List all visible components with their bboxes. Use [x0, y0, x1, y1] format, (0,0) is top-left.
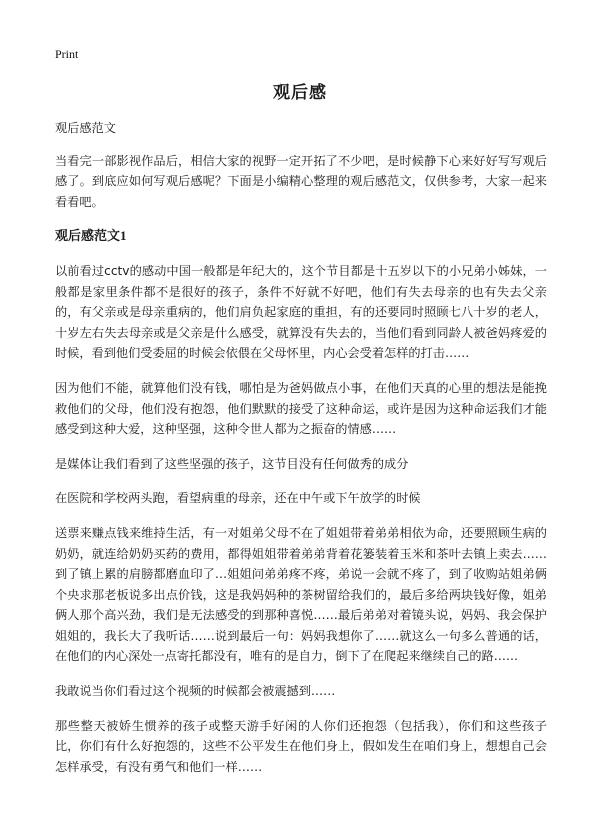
page-title: 观后感: [273, 83, 327, 103]
body-paragraph-2: 因为他们不能，就算他们没有钱，哪怕是为爸妈做点小事，在他们天真的心里的想法是能挽救他们的父母，他们没有抱怨，他们默默的接受了这种命运，或许是因为这种命运我们才能感受到这种大爱，这种坚强，这种令世人都为之振奋的情感……: [55, 380, 547, 437]
body-paragraph-1: 以前看过cctv的感动中国一般都是年纪大的，这个节目都是十五岁以下的小兄弟小姊妹，一般都是家里条件都不是很好的孩子，条件不好就不好吧，他们有失去母亲的也有失去父亲的，有父亲或是母亲重病的，他们肩负起家庭的重担，有的还要同时照顾七八十岁的老人，十岁左右失去母亲或是父亲是什么感受，就算没有失去的，当他们看到同龄人被爸妈疼爱的时候，看到他们受委屈的时候会依偎在父母怀里，内心会受着怎样的打击……: [55, 263, 547, 361]
body-paragraph-3: 是媒体让我们看到了这些坚强的孩子，这节目没有任何做秀的成分: [55, 456, 409, 471]
body-paragraph-4: 在医院和学校两头跑，看望病重的母亲，还在中午或下午放学的时候: [55, 491, 421, 506]
section-heading: 观后感范文1: [55, 228, 127, 244]
intro-paragraph: 当看完一部影视作品后，相信大家的视野一定开拓了不少吧，是时候静下心来好好写写观后感了。到底应如何写观后感呢？下面是小编精心整理的观后感范文，仅供参考，大家一起来看看吧。: [55, 153, 547, 209]
document-body: [55, 118, 547, 791]
print-link[interactable]: Print: [55, 47, 79, 61]
document-subtitle: 观后感范文: [55, 121, 116, 135]
body-paragraph-7: 那些整天被娇生惯养的孩子或整天游手好闲的人你们还抱怨（包括我），你们和这些孩子比，你们有什么好抱怨的，这些不公平发生在他们身上，假如发生在咱们身上，想想自己会怎样承受，有没有勇气和他们一样……: [55, 718, 547, 774]
body-paragraph-6: 我敢说当你们看过这个视频的时候都会被震撼到……: [55, 684, 336, 699]
body-paragraph-5: 送票来赚点钱来维持生活，有一对姐弟父母不在了姐姐带着弟弟相依为命，还要照顾生病的奶奶，就连给奶奶买药的费用，都得姐姐带着弟弟背着花篓装着玉米和茶叶去镇上卖去……到了镇上累的肩膀都磨血印了…姐姐问弟弟疼不疼，弟说一会就不疼了，到了收购站姐弟俩个央求那老板说多出点价钱，这是我妈妈种的茶树留给我们的，最后多给两块钱好像，姐弟俩人那个高兴劲，我们是无法感受的到那种喜悦……最后弟弟对着镜头说，妈妈、我会保护姐姐的，我长大了我听话……说到最后一句：妈妈我想你了……就这么一句多么普通的话，在他们的内心深处一点寄托都没有，唯有的是自力，倒下了在爬起来继续自己的路……: [55, 525, 547, 664]
